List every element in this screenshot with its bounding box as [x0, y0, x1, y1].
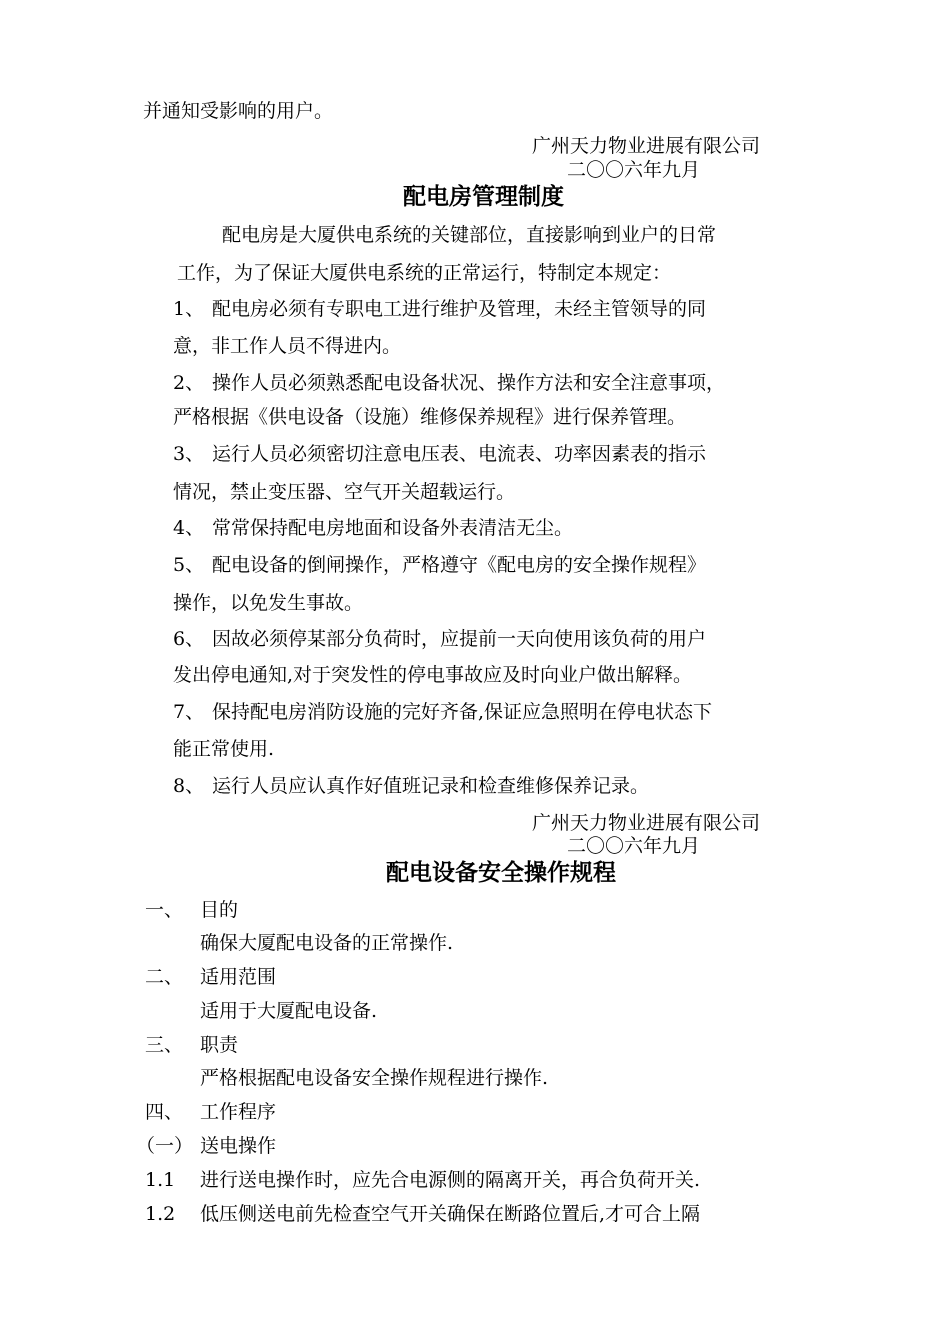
section-title: 配电设备安全操作规程 — [386, 859, 616, 886]
item-text: 运行人员必须密切注意电压表、电流表、功率因素表的指示 — [212, 443, 707, 465]
item-text: 送电操作 — [200, 1135, 277, 1157]
item-number: 3、 — [173, 443, 205, 465]
item-text: 意，非工作人员不得进内。 — [173, 335, 402, 357]
item-number: 一、 — [145, 899, 184, 921]
item-text: 确保大厦配电设备的正常操作. — [200, 932, 454, 954]
item-text: 低压侧送电前先检查空气开关确保在断路位置后,才可合上隔 — [200, 1203, 701, 1225]
item-text: 严格根据配电设备安全操作规程进行操作. — [200, 1067, 549, 1089]
item-number: 5、 — [173, 554, 205, 576]
item-text: 因故必须停某部分负荷时，应提前一天向使用该负荷的用户 — [212, 628, 707, 650]
item-text: 能正常使用. — [173, 738, 275, 760]
item-text: 保持配电房消防设施的完好齐备,保证应急照明在停电状态下 — [212, 701, 713, 723]
item-text: 发出停电通知,对于突发性的停电事故应及时向业户做出解释。 — [173, 664, 693, 686]
item-number: 6、 — [173, 628, 205, 650]
item-text: 操作，以免发生事故。 — [173, 592, 364, 614]
item-text: 常常保持配电房地面和设备外表清洁无尘。 — [212, 517, 574, 539]
item-number: （一） — [136, 1135, 194, 1157]
item-text: 操作人员必须熟悉配电设备状况、操作方法和安全注意事项， — [212, 372, 726, 394]
company-signature: 广州天力物业进展有限公司 — [532, 812, 761, 834]
item-text: 进行送电操作时，应先合电源侧的隔离开关，再合负荷开关. — [200, 1169, 701, 1191]
section-title: 配电房管理制度 — [403, 183, 564, 210]
date-signature: 二〇〇六年九月 — [567, 835, 701, 857]
item-text: 运行人员应认真作好值班记录和检查维修保养记录。 — [212, 775, 650, 797]
item-number: 4、 — [173, 517, 205, 539]
item-text: 适用范围 — [200, 966, 277, 988]
item-text: 适用于大厦配电设备. — [200, 1000, 378, 1022]
item-number: 1、 — [173, 298, 205, 320]
item-number: 1.2 — [145, 1203, 176, 1225]
intro-text: 配电房是大厦供电系统的关键部位，直接影响到业户的日常 — [222, 224, 717, 246]
intro-text: 工作，为了保证大厦供电系统的正常运行，特制定本规定： — [177, 262, 672, 284]
item-number: 三、 — [145, 1034, 184, 1056]
item-text: 配电房必须有专职电工进行维护及管理，未经主管领导的同 — [212, 298, 707, 320]
item-text: 情况，禁止变压器、空气开关超载运行。 — [173, 481, 516, 503]
item-text: 职责 — [200, 1034, 239, 1056]
item-number: 二、 — [145, 966, 184, 988]
item-text: 工作程序 — [200, 1101, 277, 1123]
item-text: 严格根据《供电设备（设施）维修保养规程》进行保养管理。 — [173, 406, 687, 428]
company-signature: 广州天力物业进展有限公司 — [532, 135, 761, 157]
item-text: 目的 — [200, 899, 239, 921]
item-number: 四、 — [145, 1101, 184, 1123]
continuation-text: 并通知受影响的用户。 — [143, 100, 334, 122]
item-number: 1.1 — [145, 1169, 176, 1191]
item-number: 2、 — [173, 372, 205, 394]
item-number: 8、 — [173, 775, 205, 797]
item-text: 配电设备的倒闸操作，严格遵守《配电房的安全操作规程》 — [212, 554, 707, 576]
item-number: 7、 — [173, 701, 205, 723]
date-signature: 二〇〇六年九月 — [567, 159, 701, 181]
